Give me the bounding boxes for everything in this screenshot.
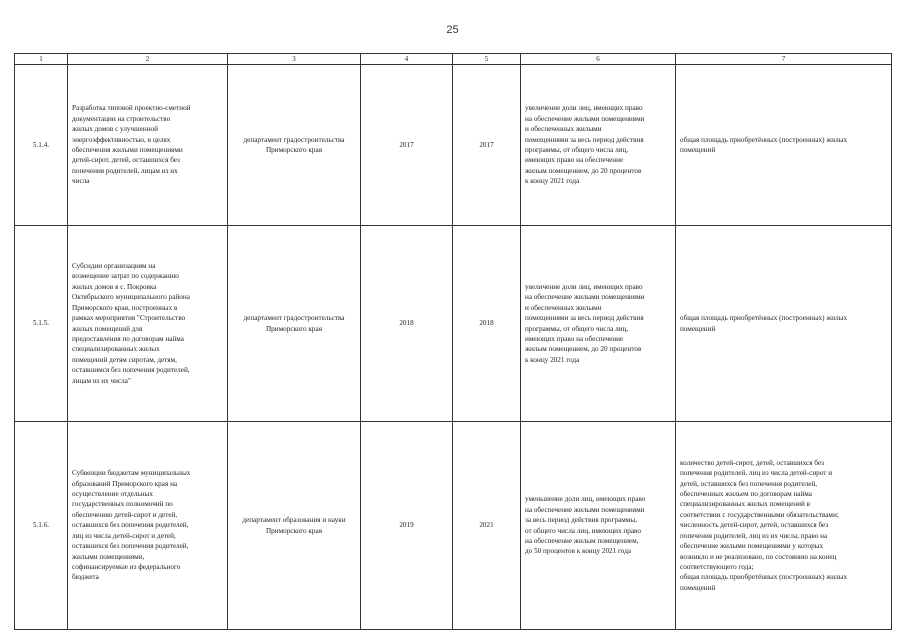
table-row: [15, 65, 892, 226]
activity-description: Разработка типовой проектно-сметной документации на строительство жилых домов с улучшенной энергоэффективностью, в целях обеспечения жилыми помещениями детей-сирот, детей, оставшихся без попечения родителей, лицам из их числа: [68, 65, 228, 226]
expected-result: уменьшение доли лиц, имеющих право на обеспечение жилыми помещениями за весь период действия программы, от общего числа лиц, имеющих право на обеспечение жилым помещением, до 50 процентов к концу 2021 года: [521, 422, 676, 630]
activity-description: Субвенции бюджетам муниципальных образований Приморского края на осуществление отдельных государственных полномочий по обеспечению детей-сирот и детей, оставшихся без попечения родителей, лиц из числа детей-сирот и детей, оставшихся без попечения родителей, жилыми помещениями, софинансируемые из федерального бюджета: [68, 422, 228, 630]
start-year: 2018: [361, 226, 453, 422]
row-number: 5.1.6.: [15, 422, 68, 630]
column-header-1: 1: [15, 54, 68, 65]
column-header-4: 4: [361, 54, 453, 65]
column-number-row: [15, 54, 892, 65]
table-row: [15, 422, 892, 630]
column-header-2: 2: [68, 54, 228, 65]
responsible-executor: департамент градостроительства Приморского края: [228, 65, 361, 226]
target-indicator: количество детей-сирот, детей, оставшихся без попечения родителей, лиц из числа детей-сирот и детей, оставшихся без попечения родителей, обеспеченных жильем по договорам найма специализированных жилых помещений в соответствии с государственными обязательствами; численность детей-сирот, детей, оставшихся без попечения родителей, лиц из их числа, право на обеспечение жилыми помещениями у которых возникло и не реализовано, по состоянию на конец соответствующего года; общая площадь приобретённых (построенных) жилых помещений: [676, 422, 892, 630]
column-header-5: 5: [453, 54, 521, 65]
end-year: 2018: [453, 226, 521, 422]
row-number: 5.1.5.: [15, 226, 68, 422]
table-row: [15, 226, 892, 422]
target-indicator: общая площадь приобретённых (построенных) жилых помещений: [676, 65, 892, 226]
column-header-7: 7: [676, 54, 892, 65]
program-activities-table: [14, 53, 892, 630]
end-year: 2017: [453, 65, 521, 226]
activity-description: Субсидии организациям на возмещение затрат по содержанию жилых домов в с. Покровка Октябрьского муниципального района Приморского края, построенных в рамках мероприятия "Строительство жилых помещений для предоставления по договорам найма специализированных жилых помещений детям сиротам, детям, оставшимся без попечения родителей, лицам из их числа": [68, 226, 228, 422]
expected-result: увеличение доли лиц, имеющих право на обеспечение жилыми помещениями и обеспеченных жилыми помещениями за весь период действия программы, от общего числа лиц, имеющих право на обеспечение жилым помещением, до 20 процентов к концу 2021 года: [521, 226, 676, 422]
page-number: 25: [446, 24, 459, 36]
end-year: 2021: [453, 422, 521, 630]
row-number: 5.1.4.: [15, 65, 68, 226]
expected-result: увеличение доли лиц, имеющих право на обеспечение жилыми помещениями и обеспеченных жилыми помещениями за весь период действия программы, от общего числа лиц, имеющих право на обеспечение жилым помещением, до 20 процентов к концу 2021 года: [521, 65, 676, 226]
column-header-3: 3: [228, 54, 361, 65]
start-year: 2019: [361, 422, 453, 630]
target-indicator: общая площадь приобретённых (построенных) жилых помещений: [676, 226, 892, 422]
responsible-executor: департамент градостроительства Приморского края: [228, 226, 361, 422]
column-header-6: 6: [521, 54, 676, 65]
start-year: 2017: [361, 65, 453, 226]
responsible-executor: департамент образования и науки Приморского края: [228, 422, 361, 630]
